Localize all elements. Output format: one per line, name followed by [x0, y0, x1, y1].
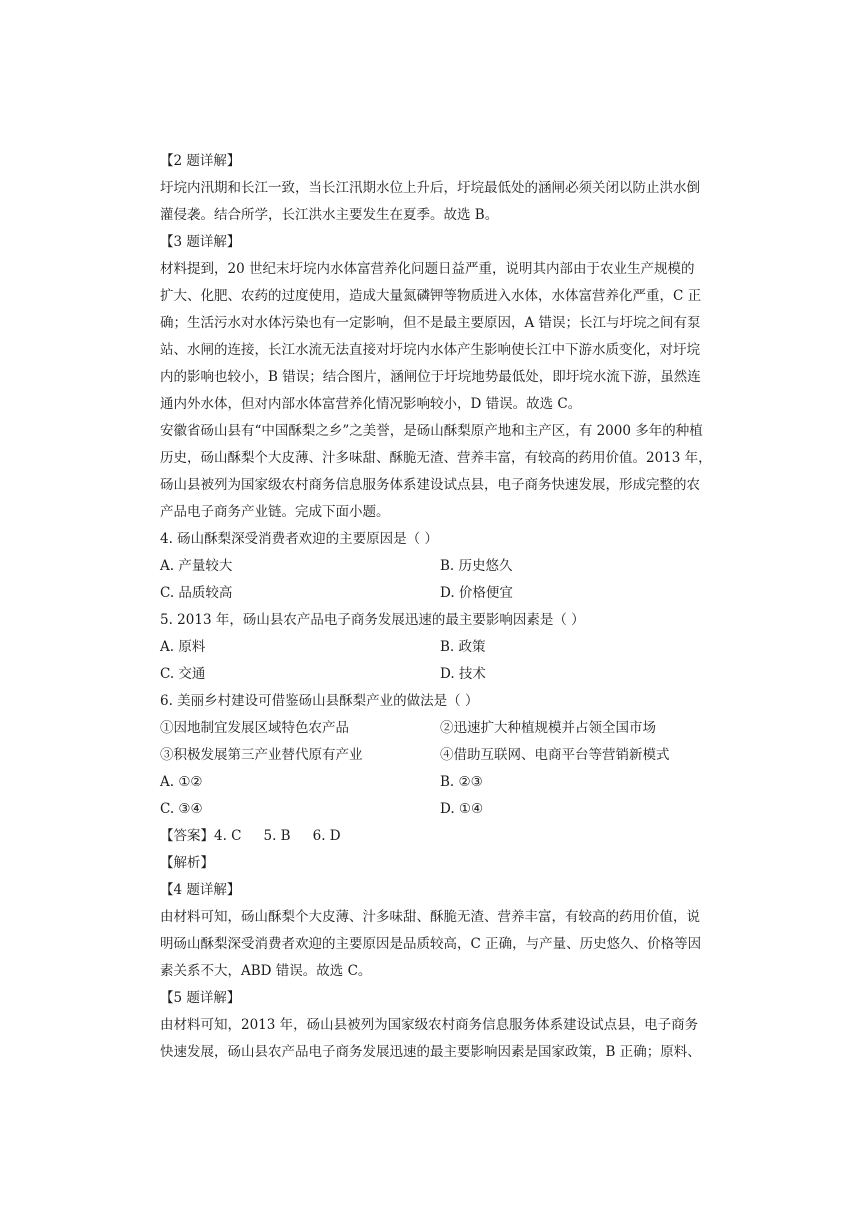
- section-4-line: 素关系不大，ABD 错误。故选 C。: [160, 963, 372, 979]
- section-3-heading: 【3 题详解】: [160, 234, 241, 250]
- section-2-line: 圩垸内汛期和长江一致，当长江汛期水位上升后，圩垸最低处的涵闸必须关闭以防止洪水倒: [160, 180, 700, 196]
- option-c: C. 交通: [160, 666, 206, 682]
- analysis-heading: 【解析】: [160, 855, 214, 871]
- option-c: C. ③④: [160, 801, 203, 817]
- section-5-line: 由材料可知，2013 年，砀山县被列为国家级农村商务信息服务体系建设试点县，电子商务: [160, 1017, 699, 1033]
- section-3-line: 通内外水体，但对内部水体富营养化情况影响较小，D 错误。故选 C。: [160, 396, 582, 412]
- question-5-options-row: [160, 634, 716, 661]
- document-page: [160, 148, 716, 1066]
- question-6-options-row: [160, 796, 716, 823]
- question-4-stem: 4. 砀山酥梨深受消费者欢迎的主要原因是（ ）: [160, 531, 438, 547]
- option-b: B. 政策: [440, 639, 486, 655]
- section-3-line: 扩大、化肥、农药的过度使用，造成大量氮磷钾等物质进入水体，水体富营养化严重，C 正: [160, 288, 702, 304]
- statement-2: ②迅速扩大种植规模并占领全国市场: [440, 720, 656, 736]
- section-3-line: 站、水闸的连接，长江水流无法直接对圩垸内水体产生影响使长江中下游水质变化，对圩垸: [160, 342, 700, 358]
- question-6-stem: 6. 美丽乡村建设可借鉴砀山县酥梨产业的做法是（ ）: [160, 693, 479, 709]
- option-b: B. ②③: [440, 774, 483, 790]
- material-line: 产品电子商务产业链。完成下面小题。: [160, 504, 390, 520]
- option-a: A. ①②: [160, 774, 203, 790]
- material-line: 安徽省砀山县有“中国酥梨之乡”之美誉，是砀山酥梨原产地和主产区，有 2000 多年的种植: [160, 423, 703, 439]
- material-line: 历史，砀山酥梨个大皮薄、汁多味甜、酥脆无渣、营养丰富，有较高的药用价值。2013 年，: [160, 450, 712, 466]
- option-b: B. 历史悠久: [440, 558, 513, 574]
- section-3-line: 内的影响也较小，B 错误；结合图片，涵闸位于圩垸地势最低处，即圩垸水流下游，虽然连: [160, 369, 701, 385]
- option-a: A. 原料: [160, 639, 206, 655]
- material-line: 砀山县被列为国家级农村商务信息服务体系建设试点县，电子商务快速发展，形成完整的农: [160, 477, 700, 493]
- section-4-heading: 【4 题详解】: [160, 882, 241, 898]
- question-5-stem: 5. 2013 年，砀山县农产品电子商务发展迅速的最主要影响因素是（ ）: [160, 612, 585, 628]
- option-d: D. 技术: [440, 666, 486, 682]
- section-4-line: 由材料可知，砀山酥梨个大皮薄、汁多味甜、酥脆无渣、营养丰富，有较高的药用价值，说: [160, 909, 700, 925]
- option-d: D. 价格便宜: [440, 585, 513, 601]
- question-6-statements-row: [160, 715, 716, 742]
- question-5-options-row: [160, 661, 716, 688]
- statement-4: ④借助互联网、电商平台等营销新模式: [440, 747, 670, 763]
- question-4-options-row: [160, 553, 716, 580]
- statement-1: ①因地制宜发展区域特色农产品: [160, 720, 349, 736]
- section-3-line: 确；生活污水对水体污染也有一定影响，但不是最主要原因，A 错误；长江与圩垸之间有泵: [160, 315, 701, 331]
- option-c: C. 品质较高: [160, 585, 233, 601]
- section-5-heading: 【5 题详解】: [160, 990, 241, 1006]
- question-4-options-row: [160, 580, 716, 607]
- option-d: D. ①④: [440, 801, 484, 817]
- section-3-line: 材料提到，20 世纪末圩垸内水体富营养化问题日益严重，说明其内部由于农业生产规模的: [160, 261, 695, 277]
- statement-3: ③积极发展第三产业替代原有产业: [160, 747, 363, 763]
- answer-label: 【答案】4. C: [160, 828, 242, 844]
- option-a: A. 产量较大: [160, 558, 233, 574]
- answer-row: [160, 823, 716, 850]
- question-6-options-row: [160, 769, 716, 796]
- question-6-statements-row: [160, 742, 716, 769]
- answer-5: 5. B: [263, 828, 291, 844]
- section-2-heading: 【2 题详解】: [160, 153, 241, 169]
- section-5-line: 快速发展，砀山县农产品电子商务发展迅速的最主要影响因素是国家政策，B 正确；原料、: [160, 1044, 701, 1060]
- section-2-line: 灌侵袭。结合所学，长江洪水主要发生在夏季。故选 B。: [160, 207, 499, 223]
- section-4-line: 明砀山酥梨深受消费者欢迎的主要原因是品质较高，C 正确，与产量、历史悠久、价格等因: [160, 936, 702, 952]
- answer-6: 6. D: [312, 828, 341, 844]
